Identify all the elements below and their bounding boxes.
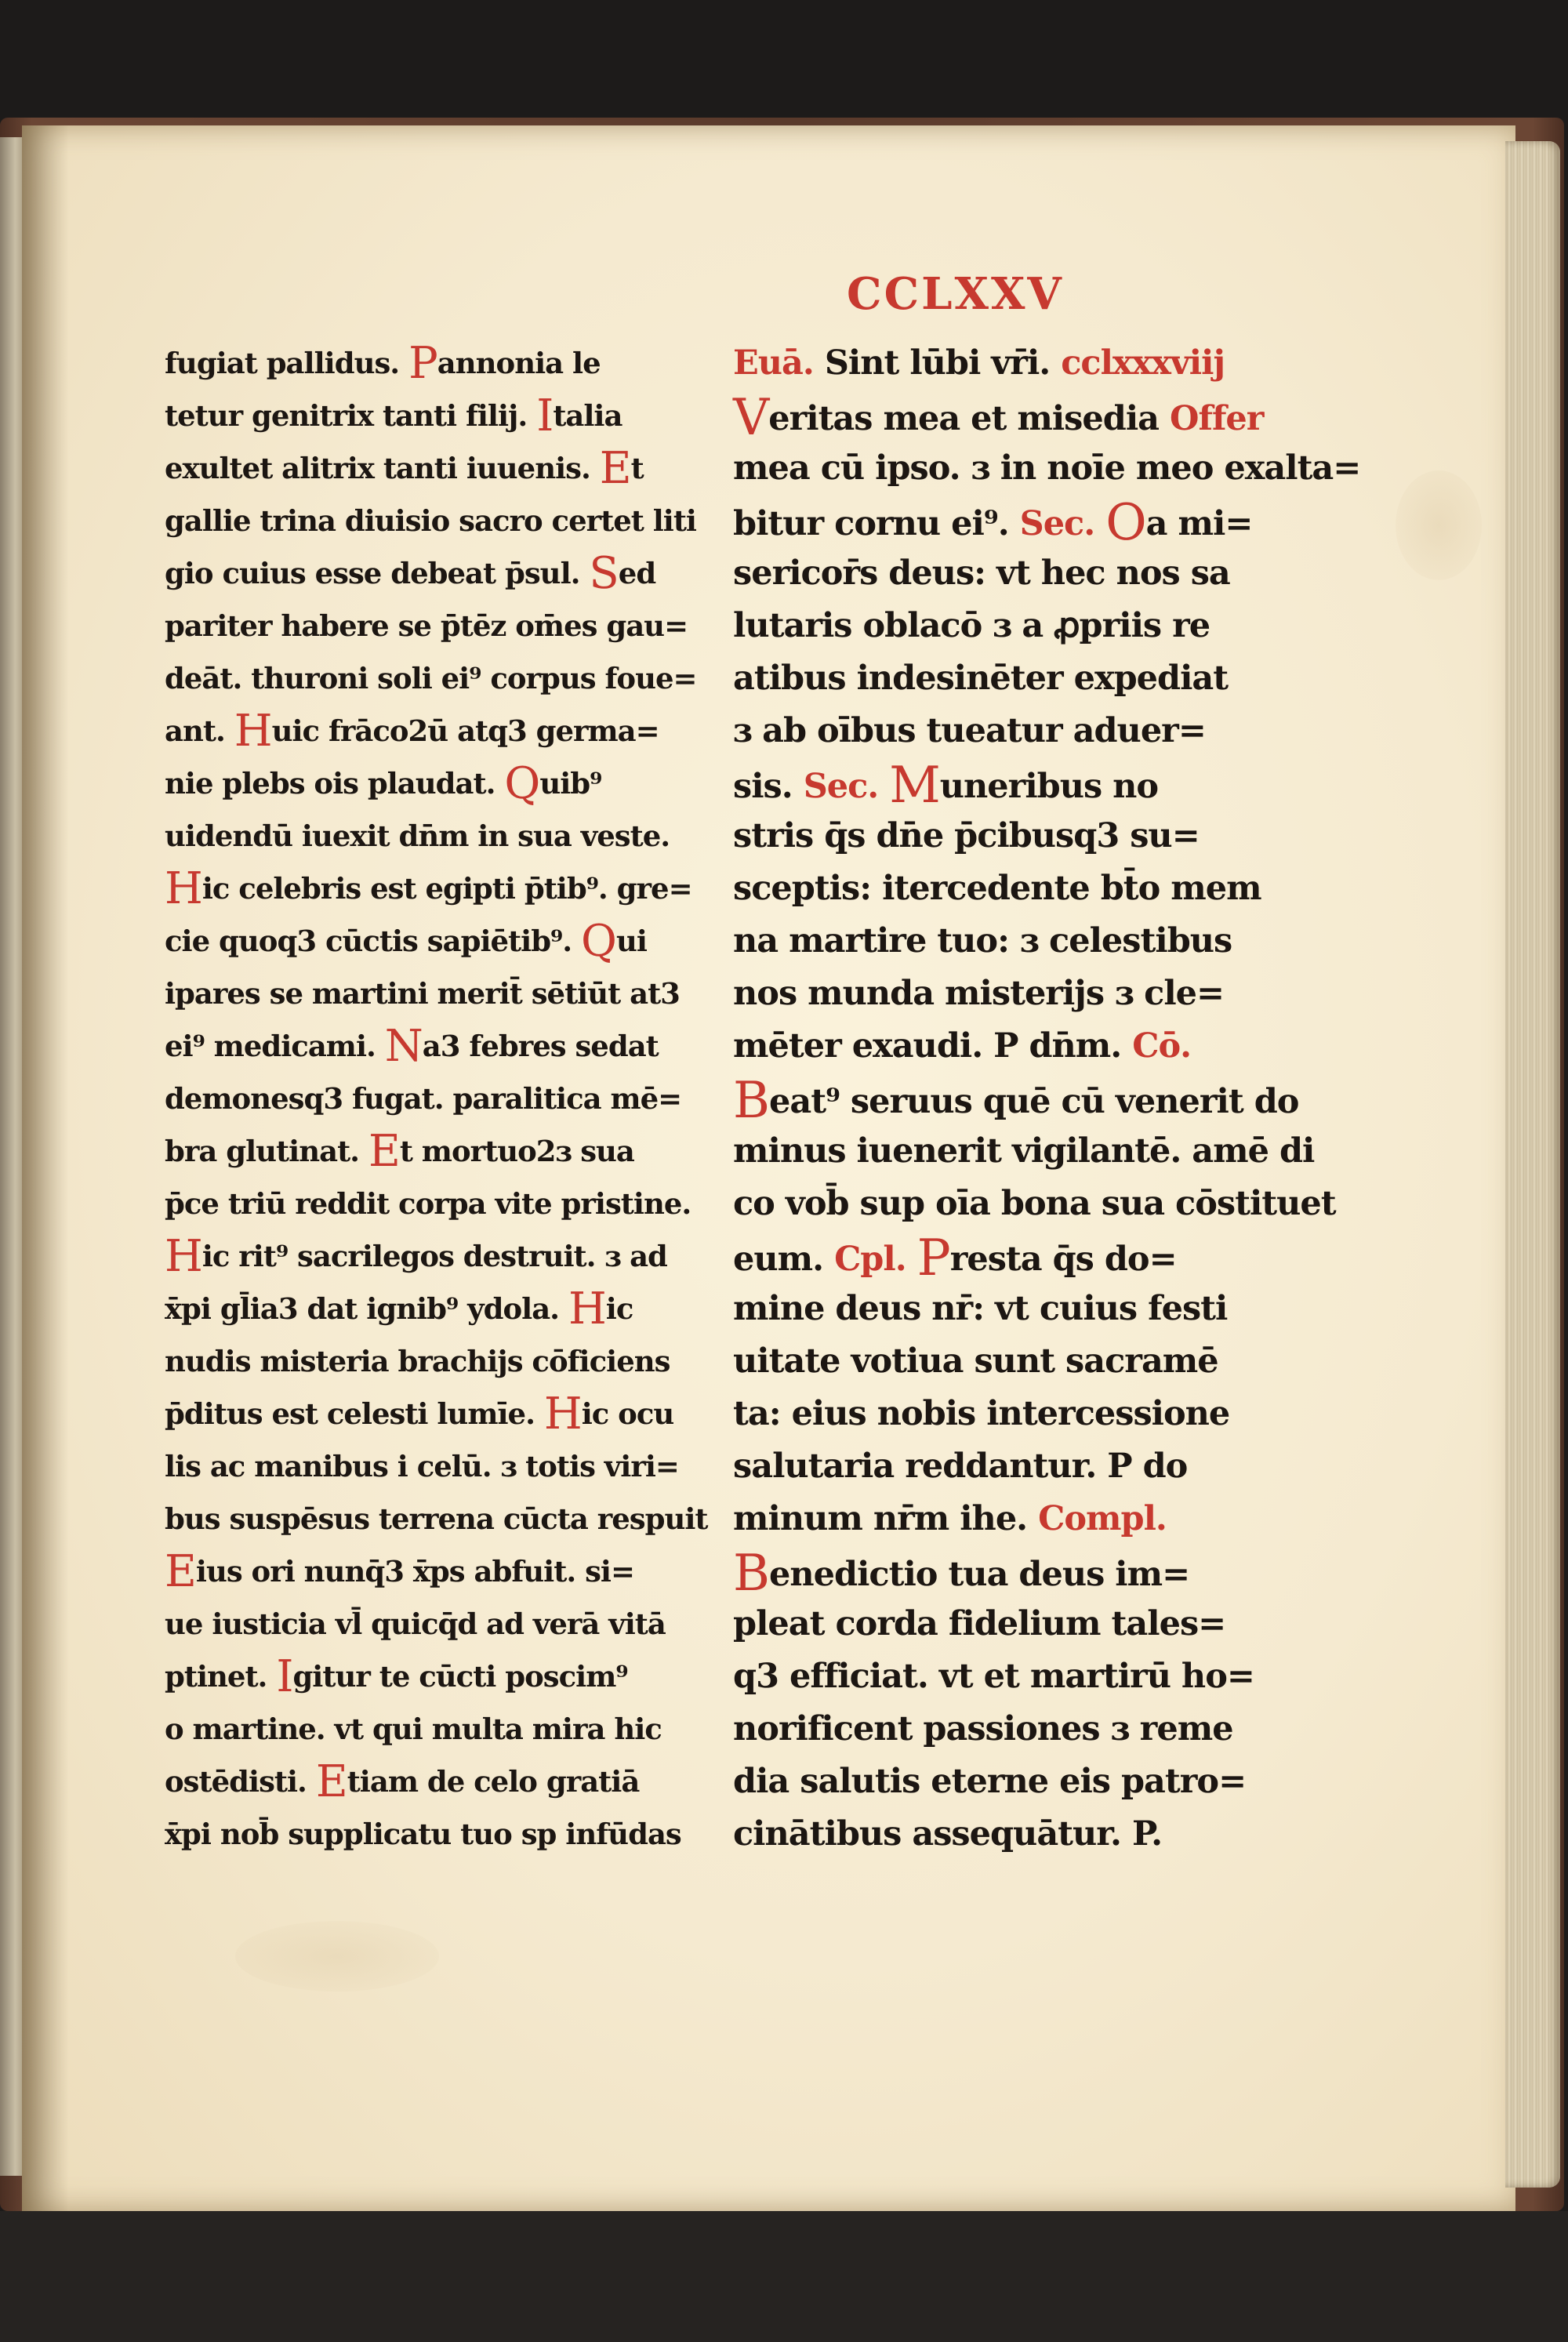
- left-text-column: [165, 337, 708, 1861]
- text-segment: ostēdisti.: [165, 1764, 316, 1799]
- text-line: [165, 1545, 639, 1598]
- text-segment: deāt. thuroni soli ei⁹ corpus foue=: [165, 661, 697, 695]
- text-line: [165, 337, 639, 390]
- text-segment: uib⁹: [539, 766, 602, 801]
- rubricated-initial: E: [315, 1756, 347, 1807]
- rubric-text: Cō.: [1132, 1026, 1192, 1066]
- text-line: [733, 337, 1235, 390]
- text-segment: t: [630, 451, 644, 485]
- background-band: [0, 2211, 1568, 2342]
- text-segment: p̄ce triū reddit corpa vite pristine.: [165, 1186, 691, 1221]
- text-segment: minus iuenerit vigilantē. amē di: [733, 1131, 1315, 1171]
- rubric-text: Cpl.: [834, 1240, 917, 1279]
- text-segment: lis ac manibus i celū. ɜ totis viri=: [165, 1449, 679, 1483]
- text-line: [165, 1598, 666, 1650]
- text-segment: Sint lūbi vr̄i.: [824, 343, 1062, 383]
- text-segment: eritas mea et misedia: [768, 399, 1170, 438]
- rubricated-initial: I: [536, 390, 554, 441]
- text-segment: ptinet.: [165, 1659, 277, 1694]
- text-segment: norificent passiones ɜ reme: [733, 1709, 1233, 1748]
- text-line: [165, 810, 670, 862]
- text-segment: ta: eius nobis intercessione: [733, 1394, 1230, 1433]
- text-segment: na martire tuo: ɜ celestibus: [733, 921, 1232, 960]
- text-line: [733, 1072, 1299, 1130]
- text-line: [733, 968, 1235, 1020]
- rubric-text: cclxxxviij: [1061, 343, 1225, 383]
- text-segment: mine deus nr̄: vt cuius festi: [733, 1289, 1228, 1328]
- text-segment: bra glutinat.: [165, 1134, 368, 1168]
- text-segment: annonia le: [437, 346, 601, 380]
- text-line: [165, 1440, 679, 1493]
- text-segment: uneribus no: [939, 767, 1159, 806]
- rubricated-initial: Q: [504, 758, 540, 809]
- text-line: [165, 705, 659, 757]
- text-segment: eum.: [733, 1240, 835, 1279]
- text-segment: sis.: [733, 767, 804, 806]
- text-line: [165, 968, 680, 1020]
- rubricated-initial: N: [384, 1021, 423, 1072]
- text-line: [733, 1756, 1247, 1808]
- text-line: [733, 547, 1235, 600]
- text-segment: pleat corda fidelium tales=: [733, 1604, 1226, 1643]
- text-segment: eat⁹ seruus quē cū venerit do: [769, 1082, 1299, 1121]
- text-segment: tetur genitrix tanti filij.: [165, 398, 537, 433]
- text-line: [733, 1545, 1235, 1603]
- text-segment: x̄pi gl̄ia3 dat ignib⁹ ydola.: [165, 1291, 568, 1326]
- rubricated-initial: M: [889, 757, 940, 815]
- rubricated-initial: H: [165, 863, 202, 914]
- text-segment: cinātibus assequātur. P.: [733, 1814, 1163, 1854]
- text-segment: bitur cornu ei⁹.: [733, 504, 1020, 543]
- rubric-text: Sec.: [803, 767, 890, 806]
- text-line: [733, 494, 1253, 552]
- text-segment: ed: [618, 556, 656, 590]
- text-line: [733, 442, 1361, 495]
- text-segment: uitate votiua sunt sacramē: [733, 1342, 1218, 1381]
- text-segment: exultet alitrix tanti iuuenis.: [165, 451, 600, 485]
- text-segment: minum nr̄m ihe.: [733, 1499, 1039, 1538]
- text-segment: a3 febres sedat: [422, 1029, 659, 1063]
- rubric-text: Offer: [1169, 399, 1264, 438]
- text-line: [165, 1178, 691, 1230]
- text-segment: gallie trina diuisio sacro certet liti: [165, 503, 696, 538]
- text-line: [733, 757, 1235, 815]
- text-line: [733, 915, 1235, 968]
- text-segment: ɜ ab oībus tueatur aduer=: [733, 711, 1206, 750]
- text-line: [165, 442, 644, 495]
- text-segment: enedictio tua deus im=: [769, 1555, 1190, 1594]
- rubricated-initial: E: [368, 1126, 400, 1177]
- text-segment: x̄pi nob̄ supplicatu tuo sp infūdas: [165, 1817, 681, 1851]
- text-segment: gitur te cūcti poscim⁹: [292, 1659, 628, 1694]
- text-segment: dia salutis eterne eis patro=: [733, 1762, 1247, 1801]
- rubric-text: Euā.: [733, 343, 825, 383]
- text-segment: a mi=: [1145, 504, 1253, 543]
- text-segment: bus suspēsus terrena cūcta respuit: [165, 1501, 708, 1536]
- text-segment: ic rit⁹ sacrilegos destruit. ɜ ad: [201, 1239, 667, 1273]
- rubricated-initial: S: [589, 548, 619, 599]
- text-line: [733, 1703, 1235, 1756]
- text-line: [733, 810, 1235, 862]
- text-line: [165, 757, 639, 810]
- text-line: [165, 652, 697, 705]
- text-segment: pariter habere se p̄tēz om̄es gau=: [165, 608, 688, 643]
- text-segment: demonesq3 fugat. paralitica mē=: [165, 1081, 682, 1116]
- text-line: [165, 1756, 639, 1808]
- text-line: [733, 389, 1264, 447]
- text-segment: ius ori nunq̄3 x̄ps abfuit. si=: [195, 1554, 634, 1589]
- text-line: [165, 1493, 708, 1545]
- text-segment: lutaris oblacō ɜ a ꝓpriis re: [733, 606, 1210, 645]
- text-line: [165, 1388, 674, 1440]
- rubricated-initial: E: [599, 443, 631, 494]
- text-line: [733, 1178, 1336, 1230]
- text-line: [165, 1650, 639, 1703]
- text-segment: ic ocu: [581, 1396, 674, 1431]
- text-line: [733, 1598, 1235, 1650]
- text-line: [733, 1335, 1235, 1388]
- text-line: [733, 1440, 1235, 1493]
- right-text-column: [733, 337, 1361, 1861]
- rubric-text: Compl.: [1038, 1499, 1167, 1538]
- text-line: [165, 915, 647, 968]
- text-segment: salutaria reddantur. P do: [733, 1447, 1188, 1486]
- text-line: [733, 652, 1235, 705]
- text-line: [733, 1493, 1235, 1545]
- text-segment: mea cū ipso. ɜ in noīe meo exalta=: [733, 448, 1361, 488]
- text-segment: sceptis: itercedente bt̄o mem: [733, 869, 1261, 908]
- text-line: [733, 1229, 1235, 1287]
- rubricated-initial: P: [916, 1229, 950, 1287]
- text-segment: uic frāco2ū atq3 germa=: [271, 713, 659, 748]
- text-segment: co vob̄ sup oīa bona sua cōstituet: [733, 1184, 1336, 1223]
- text-line: [165, 1230, 667, 1283]
- text-segment: resta q̄s do=: [949, 1240, 1177, 1279]
- text-line: [733, 1388, 1235, 1440]
- text-segment: ue iusticia vl̄ quicq̄d ad verā vitā: [165, 1607, 666, 1641]
- text-line: [165, 1073, 682, 1125]
- text-segment: nie plebs ois plaudat.: [165, 766, 505, 801]
- text-line: [733, 1650, 1254, 1703]
- rubricated-initial: P: [408, 338, 437, 389]
- rubricated-initial: H: [543, 1389, 582, 1440]
- text-line: [733, 1283, 1235, 1335]
- text-segment: cie quoq3 cūctis sapiētib⁹.: [165, 924, 582, 958]
- text-line: [165, 1125, 639, 1178]
- text-segment: nudis misteria brachijs cōficiens: [165, 1344, 670, 1378]
- text-segment: ic celebris est egipti p̄tib⁹. gre=: [201, 871, 692, 906]
- rubricated-initial: Q: [581, 916, 616, 967]
- text-segment: mēter exaudi. P dn̄m.: [733, 1026, 1133, 1066]
- text-line: [165, 1335, 670, 1388]
- page-stack-edge: [1505, 141, 1560, 2188]
- text-segment: uidendū iuexit dn̄m in sua veste.: [165, 819, 670, 853]
- text-line: [733, 1808, 1235, 1861]
- text-line: [733, 1020, 1235, 1073]
- text-segment: o martine. vt qui multa mira hic: [165, 1712, 662, 1746]
- text-line: [165, 600, 688, 652]
- text-line: [165, 1020, 659, 1073]
- text-segment: nos munda misterijs ɜ cle=: [733, 974, 1225, 1013]
- text-segment: ic: [605, 1291, 633, 1326]
- rubricated-initial: E: [165, 1546, 196, 1597]
- rubricated-initial: H: [165, 1231, 202, 1282]
- text-line: [733, 705, 1235, 757]
- text-segment: ipares se martini merit̄ sētiūt at3: [165, 976, 680, 1011]
- text-segment: ant.: [165, 713, 234, 748]
- text-line: [165, 390, 639, 442]
- rubricated-initial: I: [276, 1651, 293, 1702]
- rubricated-initial: H: [234, 706, 272, 757]
- text-segment: t mortuo2ɜ sua: [399, 1134, 634, 1168]
- rubricated-initial: B: [733, 1545, 770, 1603]
- text-segment: p̄ditus est celesti lumīe.: [165, 1396, 544, 1431]
- text-line: [165, 1703, 662, 1756]
- rubric-text: Sec.: [1019, 504, 1106, 543]
- text-segment: stris q̄s dn̄e p̄cibusq3 su=: [733, 816, 1200, 855]
- rubricated-initial: H: [568, 1284, 606, 1334]
- text-line: [165, 547, 656, 600]
- text-line: [733, 862, 1261, 915]
- rubricated-initial: O: [1105, 494, 1146, 552]
- text-segment: ui: [615, 924, 647, 958]
- text-line: [165, 495, 696, 547]
- text-line: [733, 1125, 1315, 1178]
- gutter-shadow: [22, 125, 69, 2211]
- facing-page-edge: [0, 137, 22, 2176]
- folio-number: CCLXXV: [847, 268, 1064, 320]
- rubricated-initial: V: [733, 389, 769, 447]
- text-segment: fugiat pallidus.: [165, 346, 409, 380]
- text-line: [733, 600, 1235, 652]
- text-segment: sericor̄s deus: vt hec nos sa: [733, 554, 1230, 593]
- text-line: [165, 1808, 681, 1861]
- text-segment: talia: [553, 398, 622, 433]
- text-line: [165, 1283, 639, 1335]
- rubricated-initial: B: [733, 1072, 770, 1130]
- text-segment: tiam de celo gratiā: [347, 1764, 640, 1799]
- text-segment: gio cuius esse debeat p̄sul.: [165, 556, 590, 590]
- text-segment: q3 efficiat. vt et martirū ho=: [733, 1657, 1254, 1696]
- text-segment: ei⁹ medicami.: [165, 1029, 385, 1063]
- text-line: [165, 862, 692, 915]
- text-segment: atibus indesinēter expediat: [733, 659, 1229, 698]
